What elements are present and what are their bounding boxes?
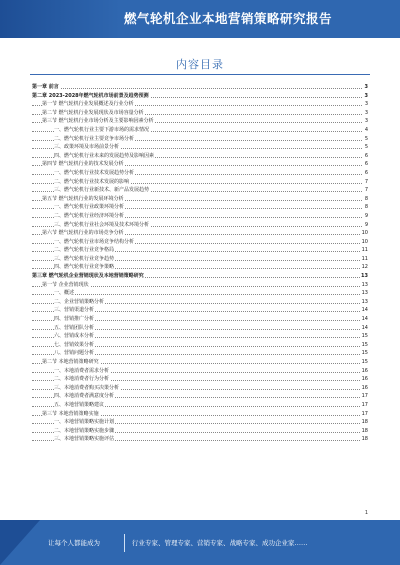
toc-entry-page: 8 bbox=[364, 204, 368, 211]
toc-entry-title: 三、燃气轮机行业新技术、新产品发展趋势 bbox=[54, 187, 150, 194]
toc-entry-page: 16 bbox=[361, 384, 368, 391]
toc-entry-title: 第三节 燃气轮机行业市场分析及主要影响因素分析 bbox=[42, 118, 154, 125]
toc-entry[interactable] bbox=[32, 238, 368, 247]
toc-entry-page: 14 bbox=[361, 324, 368, 331]
toc-entry-title: 三、燃气轮机行业社会环境及技术环境分析 bbox=[54, 221, 150, 228]
toc-entry-title: 三、政策环境及市场前景分析 bbox=[54, 144, 120, 151]
toc-entry[interactable] bbox=[32, 418, 368, 427]
toc-entry-title: 四、燃气轮机行业未来的发展趋势及影响因素 bbox=[54, 152, 155, 159]
toc-entry-page: 17 bbox=[361, 401, 368, 408]
toc-entry-title: 六、营销成本分析 bbox=[54, 333, 95, 340]
toc-entry-title: 第一节 燃气轮机行业发展概述及行业分析 bbox=[42, 101, 134, 108]
toc-entry-page: 12 bbox=[361, 264, 368, 271]
toc-entry-title: 二、燃气轮机行业技术发展的影响 bbox=[54, 178, 130, 185]
toc-entry-page: 9 bbox=[364, 212, 368, 219]
toc-entry[interactable] bbox=[32, 349, 368, 358]
toc-entry-page: 18 bbox=[361, 436, 368, 443]
toc-entry[interactable] bbox=[32, 212, 368, 221]
toc-entry-title: 五、本地营销策略建议 bbox=[54, 401, 105, 408]
toc-entry[interactable] bbox=[32, 117, 368, 126]
toc-entry[interactable] bbox=[32, 289, 368, 298]
toc-entry[interactable] bbox=[32, 435, 368, 444]
toc-entry-title: 二、本地消费者行为分析 bbox=[54, 376, 110, 383]
toc-entry[interactable] bbox=[32, 281, 368, 290]
toc-entry[interactable] bbox=[32, 384, 368, 393]
footer-slogan: 让每个人都能成为 bbox=[48, 539, 100, 547]
toc-entry-page: 3 bbox=[364, 92, 368, 99]
toc-entry-title: 二、本地营销策略实施步骤 bbox=[54, 427, 115, 434]
toc-entry[interactable] bbox=[32, 221, 368, 230]
toc-entry-title: 二、燃气轮机行业竞争格局 bbox=[54, 247, 115, 254]
toc-entry[interactable] bbox=[32, 272, 368, 281]
toc-entry-title: 二、燃气轮机行业经济环境分析 bbox=[54, 212, 125, 219]
toc-entry-page: 11 bbox=[361, 255, 368, 262]
toc-entry[interactable] bbox=[32, 135, 368, 144]
page-number: 1 bbox=[364, 510, 368, 516]
toc-entry[interactable] bbox=[32, 83, 368, 92]
toc-entry[interactable] bbox=[32, 169, 368, 178]
toc-entry-page: 3 bbox=[364, 118, 368, 125]
toc-entry-title: 四、燃气轮机行业竞争策略 bbox=[54, 264, 115, 271]
toc-entry-page: 13 bbox=[361, 290, 368, 297]
toc-entry-title: 第一节 企业营销现状 bbox=[42, 281, 89, 288]
toc-entry-page: 10 bbox=[361, 238, 368, 245]
toc-entry-title: 三、营销渠道分析 bbox=[54, 307, 95, 314]
toc-entry-page: 18 bbox=[361, 419, 368, 426]
toc-entry[interactable] bbox=[32, 126, 368, 135]
toc-entry-title: 第三节 本地营销策略实施 bbox=[42, 410, 99, 417]
toc-entry[interactable] bbox=[32, 392, 368, 401]
footer-separator bbox=[124, 534, 125, 552]
toc-entry[interactable] bbox=[32, 255, 368, 264]
toc-entry[interactable] bbox=[32, 324, 368, 333]
toc-entry-title: 四、营销推广分析 bbox=[54, 316, 95, 323]
toc-entry-page: 17 bbox=[361, 410, 368, 417]
toc-entry-page: 5 bbox=[364, 135, 368, 142]
toc-entry[interactable] bbox=[32, 152, 368, 161]
toc-entry[interactable] bbox=[32, 332, 368, 341]
toc-entry-title: 第三章 燃气轮机企业营销现状及本地营销策略研究 bbox=[32, 273, 144, 280]
toc-entry-page: 17 bbox=[361, 393, 368, 400]
toc-entry-title: 七、营销效果分析 bbox=[54, 341, 95, 348]
toc-entry-title: 一、燃气轮机行业主要下游市场的需求情况 bbox=[54, 126, 150, 133]
toc-entry-title: 一、概述 bbox=[54, 290, 75, 297]
toc-entry-page: 16 bbox=[361, 367, 368, 374]
toc-entry-page: 14 bbox=[361, 307, 368, 314]
toc-entry-page: 15 bbox=[361, 350, 368, 357]
toc-entry-page: 14 bbox=[361, 316, 368, 323]
toc-entry-page: 7 bbox=[364, 187, 368, 194]
toc-entry-page: 15 bbox=[361, 341, 368, 348]
toc-entry[interactable] bbox=[32, 298, 368, 307]
toc-entry-page: 13 bbox=[361, 273, 368, 280]
toc-entry[interactable] bbox=[32, 410, 368, 419]
toc-entry-page: 11 bbox=[361, 247, 368, 254]
footer-banner bbox=[0, 520, 400, 565]
toc-entry-title: 四、本地消费者满意度分析 bbox=[54, 393, 115, 400]
toc-entry-title: 一、燃气轮机行业政策环境分析 bbox=[54, 204, 125, 211]
toc-entry-page: 9 bbox=[364, 221, 368, 228]
toc-entry-title: 三、燃气轮机行业竞争趋势 bbox=[54, 255, 115, 262]
toc-entry-page: 6 bbox=[364, 152, 368, 159]
toc-entry[interactable] bbox=[32, 178, 368, 187]
toc-entry[interactable] bbox=[32, 263, 368, 272]
report-title: 燃气轮机企业本地营销策略研究报告 bbox=[123, 11, 332, 26]
toc-entry-title: 三、本地营销策略实施评估 bbox=[54, 436, 115, 443]
toc-divider bbox=[30, 74, 370, 75]
toc-leader bbox=[32, 294, 362, 295]
toc-entry[interactable] bbox=[32, 375, 368, 384]
toc-entry[interactable] bbox=[32, 358, 368, 367]
toc-entry[interactable] bbox=[32, 306, 368, 315]
toc-entry-title: 三、本地消费者购买决策分析 bbox=[54, 384, 120, 391]
toc-entry-title: 八、营销问题分析 bbox=[54, 350, 95, 357]
toc-entry-page: 15 bbox=[361, 333, 368, 340]
toc-entry[interactable] bbox=[32, 427, 368, 436]
toc-entry-title: 第四节 燃气轮机行业的技术发展分析 bbox=[42, 161, 124, 168]
toc-entry-page: 7 bbox=[364, 178, 368, 185]
toc-entry-title: 第一章 前言 bbox=[32, 84, 59, 90]
toc-entry[interactable] bbox=[32, 246, 368, 255]
toc-entry[interactable] bbox=[32, 401, 368, 410]
toc-entry-title: 第六节 燃气轮机行业的市场竞争分析 bbox=[42, 230, 124, 237]
toc-entry[interactable] bbox=[32, 92, 368, 101]
footer-tagline: 行业专家、管理专家、营销专家、战略专家、成功企业家…… bbox=[132, 539, 308, 547]
toc-entry[interactable] bbox=[32, 160, 368, 169]
toc-entry-page: 6 bbox=[364, 161, 368, 168]
toc-entry-title: 五、营销团队分析 bbox=[54, 324, 95, 331]
toc-entry-page: 3 bbox=[364, 84, 368, 90]
toc-heading: 内容目录 bbox=[176, 58, 224, 71]
toc-entry[interactable] bbox=[32, 143, 368, 152]
header-banner bbox=[0, 0, 400, 38]
toc-entry-title: 第二节 本地营销策略研究 bbox=[42, 359, 99, 365]
toc-entry-page: 6 bbox=[364, 169, 368, 176]
toc-entry-page: 10 bbox=[361, 230, 368, 237]
toc-entry[interactable] bbox=[32, 109, 368, 118]
toc-entry[interactable] bbox=[32, 195, 368, 204]
toc-entry[interactable] bbox=[32, 315, 368, 324]
toc-entry-page: 15 bbox=[361, 359, 368, 365]
toc-entry-title: 第五节 燃气轮机行业的发展环境分析 bbox=[42, 195, 124, 202]
toc-entry-page: 18 bbox=[361, 427, 368, 434]
toc-entry[interactable] bbox=[32, 367, 368, 376]
toc-entry-title: 第二节 燃气轮机行业发展现状及市场容量分析 bbox=[42, 109, 144, 116]
toc-entry-page: 5 bbox=[364, 144, 368, 151]
toc-entry-title: 二、燃气轮机行业主要竞争市场分析 bbox=[54, 135, 135, 142]
toc-leader bbox=[32, 88, 362, 89]
toc-entry-page: 13 bbox=[361, 298, 368, 305]
toc-entry-title: 第二章 2023-2028年燃气轮机市场前景及趋势预测 bbox=[32, 92, 149, 99]
toc-entry[interactable] bbox=[32, 229, 368, 238]
toc-entry[interactable] bbox=[32, 186, 368, 195]
toc-entry-page: 8 bbox=[364, 195, 368, 202]
toc-entry-page: 13 bbox=[361, 281, 368, 288]
table-of-contents bbox=[32, 83, 368, 444]
toc-entry-title: 二、企业营销策略分析 bbox=[54, 298, 105, 305]
toc-entry[interactable] bbox=[32, 203, 368, 212]
toc-entry-title: 一、燃气轮机行业技术发展趋势分析 bbox=[54, 169, 135, 176]
toc-entry-title: 一、本地营销策略实施计划 bbox=[54, 419, 115, 426]
toc-entry-title: 一、燃气轮机行业市场竞争结构分析 bbox=[54, 238, 135, 245]
toc-entry-title: 一、本地消费者需求分析 bbox=[54, 367, 110, 374]
toc-entry[interactable] bbox=[32, 341, 368, 350]
toc-entry[interactable] bbox=[32, 100, 368, 109]
footer-accent bbox=[0, 520, 40, 565]
toc-entry-page: 4 bbox=[364, 126, 368, 133]
toc-entry-page: 3 bbox=[364, 109, 368, 116]
toc-entry-page: 16 bbox=[361, 376, 368, 383]
toc-entry-page: 3 bbox=[364, 101, 368, 108]
